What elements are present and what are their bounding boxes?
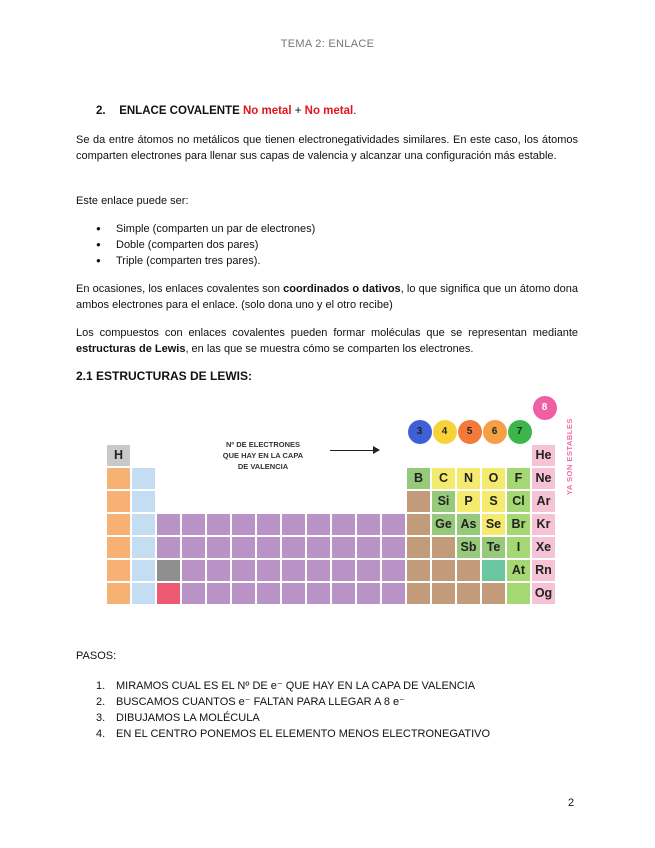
- table-cell: [282, 560, 307, 583]
- table-cell: [257, 537, 282, 560]
- table-cell: [107, 514, 132, 537]
- table-cell: [482, 583, 507, 606]
- table-cell: [107, 560, 132, 583]
- element-cell-xe: Xe: [532, 537, 557, 560]
- valence-label-line: Nº DE ELECTRONES: [226, 440, 300, 449]
- step-number: 1.: [96, 680, 106, 692]
- step-text: MIRAMOS CUAL ES EL Nº DE e⁻ QUE HAY EN LA CAPA DE VALENCIA: [116, 680, 476, 692]
- table-cell: [282, 514, 307, 537]
- types-intro: Este enlace puede ser:: [76, 195, 189, 207]
- title-dot: .: [353, 105, 357, 117]
- bold-term: estructuras de Lewis: [76, 343, 186, 355]
- element-cell-o: O: [482, 468, 507, 491]
- step-text: BUSCAMOS CUANTOS e⁻ FALTAN PARA LLEGAR A 8 e⁻: [116, 696, 405, 708]
- table-cell: [257, 514, 282, 537]
- table-cell: [157, 514, 182, 537]
- list-item: ● Doble (comparten dos pares): [96, 237, 315, 253]
- bond-types-list: [96, 221, 315, 269]
- element-cell-sb: Sb: [457, 537, 482, 560]
- table-cell: [132, 514, 157, 537]
- group-circle-7: 7: [508, 420, 532, 444]
- step-text: DIBUJAMOS LA MOLÉCULA: [116, 712, 260, 724]
- element-cell-n: N: [457, 468, 482, 491]
- table-cell: [107, 491, 132, 514]
- table-cell: [232, 514, 257, 537]
- table-cell: [182, 583, 207, 606]
- table-cell: [432, 537, 457, 560]
- valence-label-line: DE VALENCIA: [237, 462, 289, 471]
- valence-label-line: QUE HAY EN LA CAPA: [222, 451, 304, 460]
- table-cell: [107, 468, 132, 491]
- bold-term: coordinados o dativos: [283, 283, 401, 295]
- table-cell: [182, 537, 207, 560]
- table-cell: [282, 583, 307, 606]
- table-cell: [307, 583, 332, 606]
- list-item: [96, 710, 490, 726]
- table-cell: [357, 537, 382, 560]
- element-cell-h: H: [107, 445, 132, 468]
- arrow-head-icon: [373, 446, 380, 454]
- table-cell: [307, 514, 332, 537]
- table-cell: [407, 491, 432, 514]
- element-cell-se: Se: [482, 514, 507, 537]
- intro-paragraph: Se da entre átomos no metálicos que tienen electronegatividades similares. En este caso, los átomos comparten electrones para llenar sus capas de valencia y alcanzar una configuración más estable.: [76, 134, 578, 162]
- element-cell-te: Te: [482, 537, 507, 560]
- text-span: , en las que se muestra cómo se comparten los electrones.: [185, 343, 474, 355]
- section-number: 2.: [96, 105, 106, 117]
- element-cell-br: Br: [507, 514, 532, 537]
- table-cell: [457, 583, 482, 606]
- table-cell: [332, 514, 357, 537]
- stable-label: YA SON ESTABLES: [565, 418, 574, 495]
- table-cell: [107, 583, 132, 606]
- table-cell: [382, 537, 407, 560]
- table-cell: [432, 583, 457, 606]
- table-cell: [382, 560, 407, 583]
- table-cell: [132, 560, 157, 583]
- list-item: ● Simple (comparten un par de electrones): [96, 221, 315, 237]
- step-number: 2.: [96, 696, 106, 708]
- table-cell: [307, 537, 332, 560]
- table-cell: [332, 560, 357, 583]
- table-cell: [332, 583, 357, 606]
- element-cell-he: He: [532, 445, 557, 468]
- table-cell: [232, 560, 257, 583]
- table-cell: [357, 583, 382, 606]
- element-cell-p: P: [457, 491, 482, 514]
- red-label-1: No metal: [242, 105, 292, 117]
- section-title: [96, 105, 356, 117]
- list-item: [96, 726, 490, 742]
- group-circle-5: 5: [458, 420, 482, 444]
- pasos-title: PASOS:: [76, 650, 117, 662]
- table-cell: [257, 560, 282, 583]
- table-cell: [282, 537, 307, 560]
- element-cell-cl: Cl: [507, 491, 532, 514]
- page-header: TEMA 2: ENLACE: [280, 38, 375, 50]
- element-cell-i: I: [507, 537, 532, 560]
- group-circle-4: 4: [433, 420, 457, 444]
- table-cell: [207, 537, 232, 560]
- table-cell: [157, 583, 182, 606]
- table-cell: [157, 560, 182, 583]
- table-cell: [182, 514, 207, 537]
- text-span: , lo que significa que un átomo dona ambos electrones para el enlace. (solo dona uno y el otro recibe): [76, 283, 578, 311]
- text-span: En ocasiones, los enlaces covalentes son: [76, 283, 284, 295]
- table-cell: [407, 560, 432, 583]
- table-cell: [432, 560, 457, 583]
- table-cell: [332, 537, 357, 560]
- periodic-table-figure: [95, 402, 585, 625]
- section-title-text: ENLACE COVALENTE: [119, 105, 240, 117]
- table-cell: [132, 583, 157, 606]
- group-circle-6: 6: [483, 420, 507, 444]
- table-cell: [132, 468, 157, 491]
- subsection-title: 2.1 ESTRUCTURAS DE LEWIS:: [76, 369, 253, 383]
- red-label-2: No metal: [304, 105, 354, 117]
- step-number: 3.: [96, 712, 106, 724]
- list-item: [96, 678, 490, 694]
- element-cell-kr: Kr: [532, 514, 557, 537]
- element-cell-si: Si: [432, 491, 457, 514]
- element-cell-s: S: [482, 491, 507, 514]
- table-cell: [407, 583, 432, 606]
- table-cell: [182, 560, 207, 583]
- steps-list: [96, 678, 490, 742]
- table-cell: [157, 537, 182, 560]
- table-cell: [132, 537, 157, 560]
- table-cell: [132, 491, 157, 514]
- element-cell-as: As: [457, 514, 482, 537]
- table-cell: [357, 560, 382, 583]
- table-cell: [357, 514, 382, 537]
- table-cell: [382, 514, 407, 537]
- table-cell: [407, 514, 432, 537]
- list-item: [96, 694, 490, 710]
- page-number: 2: [568, 797, 575, 809]
- lewis-paragraph: [76, 325, 578, 357]
- table-cell: [207, 514, 232, 537]
- element-cell-b: B: [407, 468, 432, 491]
- step-number: 4.: [96, 728, 106, 740]
- element-cell-ge: Ge: [432, 514, 457, 537]
- table-cell: [107, 537, 132, 560]
- table-cell: [407, 537, 432, 560]
- arrow-icon: [330, 450, 374, 451]
- valence-label: [213, 439, 313, 472]
- plus-sign: +: [294, 105, 302, 117]
- element-cell-c: C: [432, 468, 457, 491]
- element-cell-f: F: [507, 468, 532, 491]
- element-cell-at: At: [507, 560, 532, 583]
- step-text: EN EL CENTRO PONEMOS EL ELEMENTO MENOS ELECTRONEGATIVO: [116, 728, 491, 740]
- table-cell: [232, 583, 257, 606]
- table-cell: [207, 583, 232, 606]
- element-cell-og: Og: [532, 583, 557, 606]
- element-cell-rn: Rn: [532, 560, 557, 583]
- table-cell: [382, 583, 407, 606]
- table-cell: [307, 560, 332, 583]
- table-cell: [507, 583, 532, 606]
- element-cell-ar: Ar: [532, 491, 557, 514]
- table-cell: [457, 560, 482, 583]
- group-circle-8: 8: [533, 396, 557, 420]
- table-cell: [482, 560, 507, 583]
- table-cell: [257, 583, 282, 606]
- text-span: Los compuestos con enlaces covalentes pueden formar moléculas que se representan mediante: [76, 327, 578, 339]
- group-circle-3: 3: [408, 420, 432, 444]
- table-cell: [232, 537, 257, 560]
- table-cell: [207, 560, 232, 583]
- dative-paragraph: [76, 281, 578, 313]
- element-cell-ne: Ne: [532, 468, 557, 491]
- list-item: ● Triple (comparten tres pares).: [96, 253, 315, 269]
